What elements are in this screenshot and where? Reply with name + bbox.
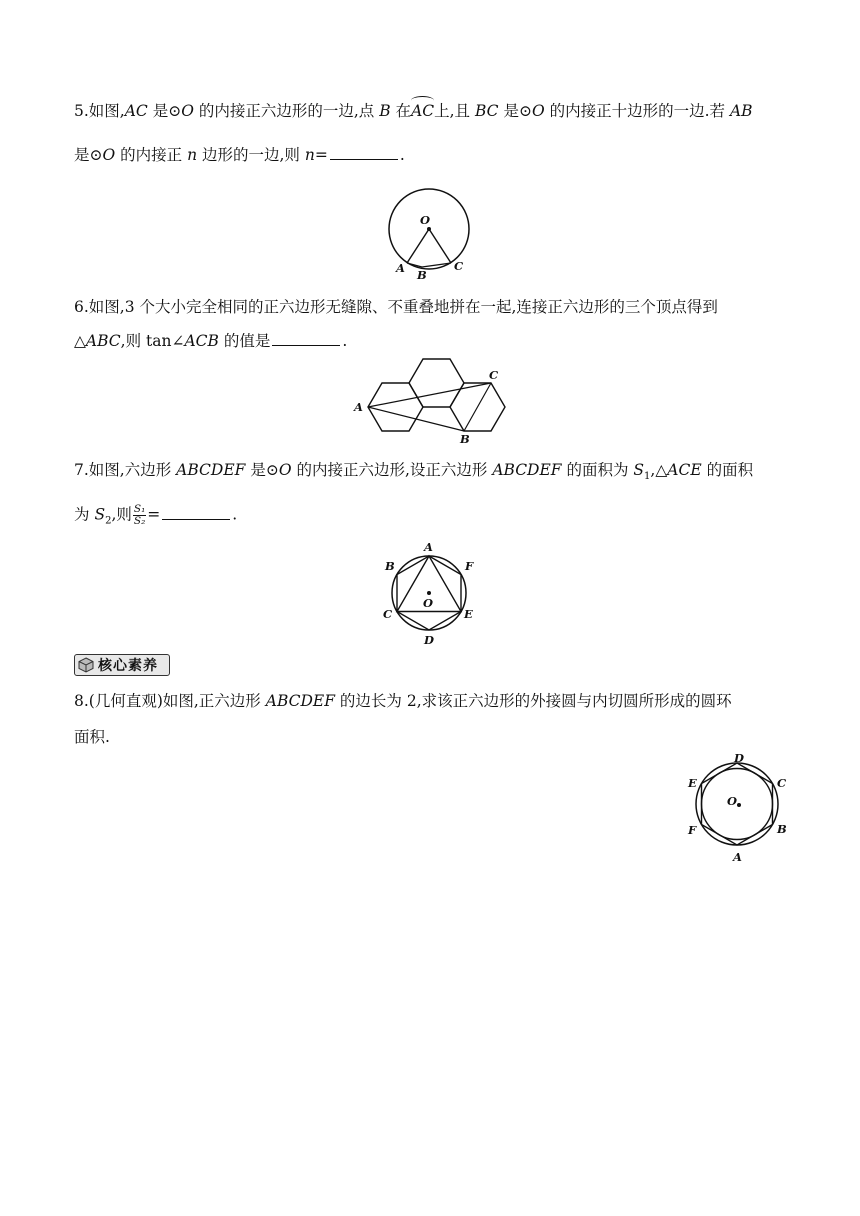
- answer-blank-q5: [330, 145, 398, 160]
- q8-label-b: B: [777, 822, 787, 836]
- section-badge: [74, 654, 170, 676]
- q8-label-f: F: [688, 823, 697, 837]
- q7-label-b: B: [385, 559, 395, 573]
- q7-label-o: O: [423, 596, 434, 610]
- q7-line-2: 为 $S_2$,则 $\frac{\text{S₁}}{\text{S₂}}$ = .: [74, 503, 238, 527]
- q6-label-b: B: [460, 432, 470, 446]
- q7-label-a: A: [424, 540, 433, 554]
- fraction-s1-s2: $\frac{\text{S₁}}{\text{S₂}}$: [133, 503, 146, 527]
- section-title: 核心素养: [98, 658, 158, 674]
- arc-ac: AC: [411, 102, 435, 120]
- q8-figure: [684, 748, 794, 868]
- q8-label-d: D: [734, 751, 744, 765]
- q8-line-2: 面积.: [74, 728, 110, 746]
- q6-line-1: 6.如图,3 个大小完全相同的正六边形无缝隙、不重叠地拼在一起,连接正六边形的三个顶点得到: [74, 298, 718, 316]
- q5-figure: [382, 184, 482, 280]
- q7-label-d: D: [424, 633, 434, 647]
- cube-icon: [78, 657, 94, 673]
- q6-line-2: △ABC,则 tan∠ACB 的值是 .: [74, 332, 348, 350]
- answer-blank-q6: [272, 331, 340, 346]
- q5-line-2: 是⊙O 的内接正 n 边形的一边,则 n= .: [74, 146, 405, 164]
- q5-label-b: B: [417, 268, 427, 282]
- q5-label-c: C: [454, 259, 464, 273]
- q5-label-a: A: [396, 261, 405, 275]
- q7-label-c: C: [383, 607, 393, 621]
- q8-label-e: E: [688, 776, 697, 790]
- q6-label-c: C: [489, 368, 499, 382]
- q7-label-f: F: [465, 559, 474, 573]
- q6-label-a: A: [354, 400, 363, 414]
- q7-figure: [382, 538, 482, 648]
- q5-line-1: 5.如图,AC 是⊙O 的内接正六边形的一边,点 B 在AC上,且 BC 是⊙O 的内接正十边形的一边.若 AB: [74, 102, 753, 120]
- q8-label-o: O: [727, 794, 738, 808]
- q7-line-1: 7.如图,六边形 ABCDEF 是⊙O 的内接正六边形,设正六边形 ABCDEF 的面积为 $S_1,\triangle ACE$ 的面积: [74, 461, 754, 483]
- q7-label-e: E: [464, 607, 473, 621]
- q8-label-a: A: [733, 850, 742, 864]
- q6-figure: [352, 355, 512, 445]
- q8-line-1: 8.(几何直观)如图,正六边形 ABCDEF 的边长为 2,求该正六边形的外接圆与内切圆所形成的圆环: [74, 692, 732, 710]
- q8-label-c: C: [777, 776, 787, 790]
- answer-blank-q7: [162, 505, 230, 520]
- q5-label-o: O: [420, 213, 431, 227]
